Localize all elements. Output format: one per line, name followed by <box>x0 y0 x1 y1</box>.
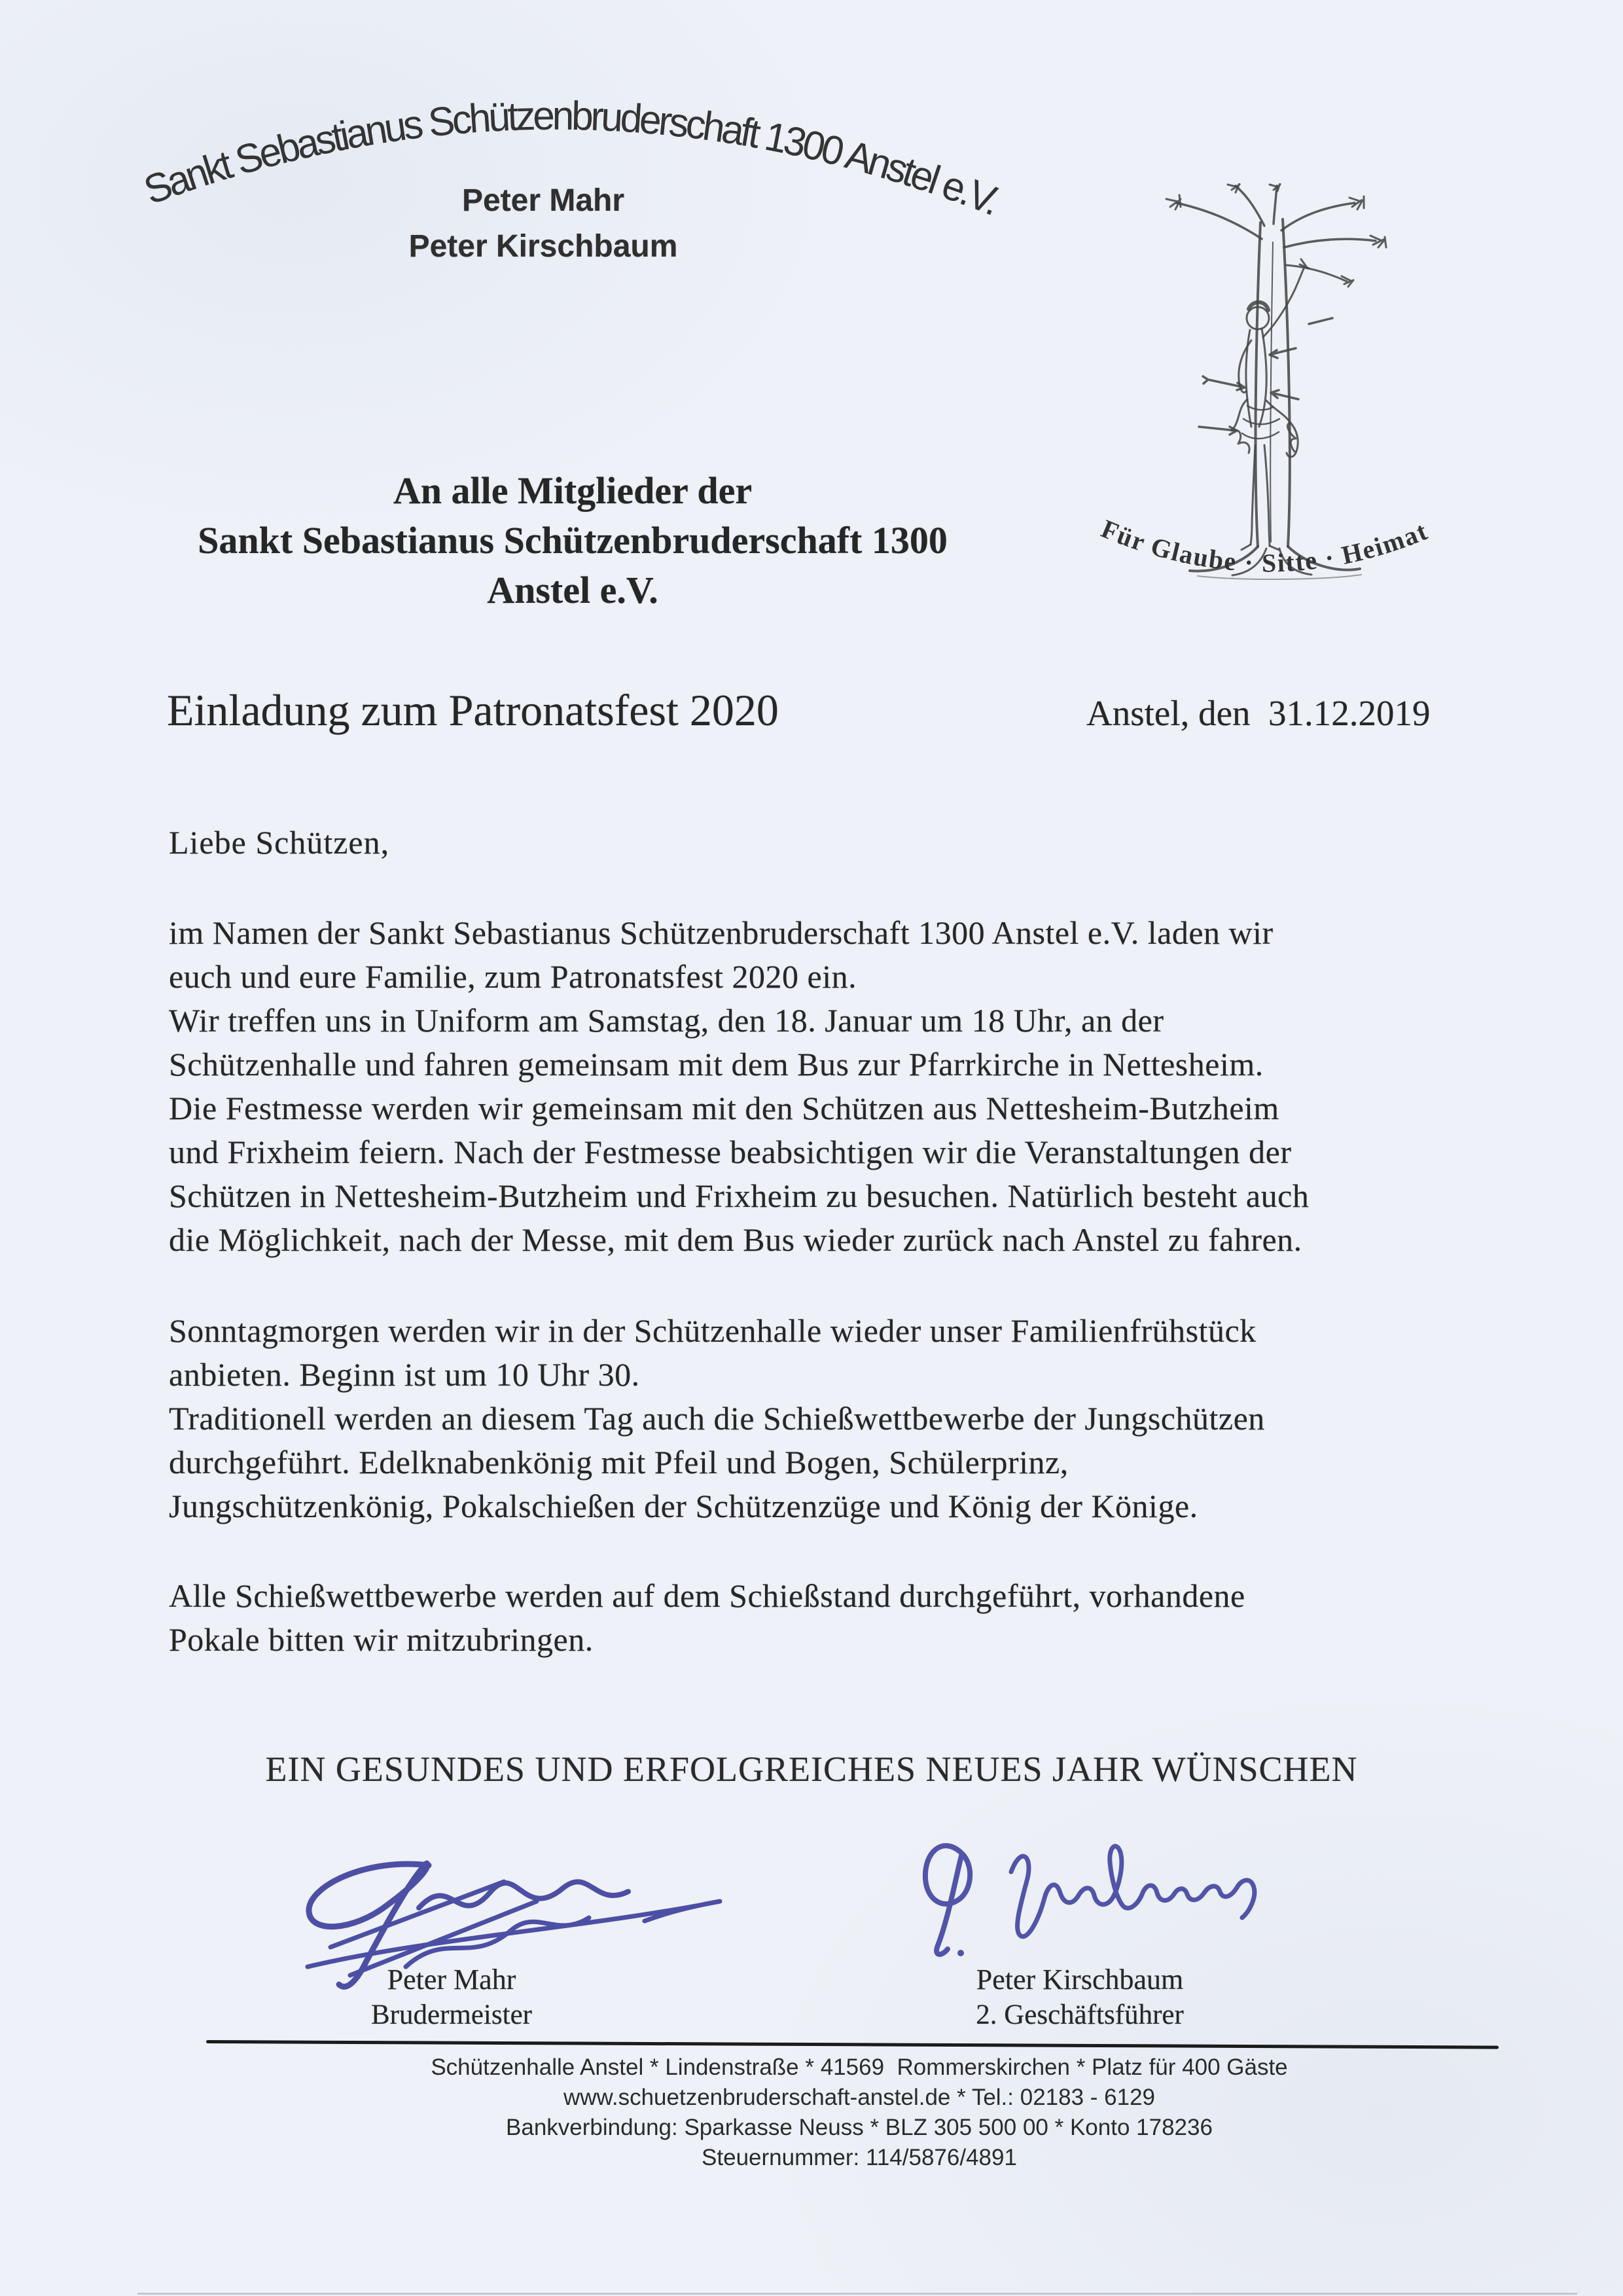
body-line: Sonntagmorgen werden wir in der Schützenhalle wieder unser Familienfrühstück <box>169 1312 1257 1349</box>
scan-edge-artifact <box>137 2293 1577 2295</box>
signer-left-name: Peter Mahr <box>387 1964 516 1996</box>
body-line: und Frixheim feiern. Nach der Festmesse beabsichtigen wir die Veranstaltungen der <box>169 1134 1292 1170</box>
body-paragraph-3 <box>169 1574 1550 1662</box>
body-line: Traditionell werden an diesem Tag auch die Schießwettbewerbe der Jungschützen <box>169 1400 1265 1437</box>
signer-left <box>288 1962 615 2033</box>
letterhead-contact-1: Peter Mahr <box>461 183 625 218</box>
body-line: Schützenhalle und fahren gemeinsam mit dem Bus zur Pfarrkirche in Nettesheim. <box>169 1046 1264 1083</box>
body-line: Wir treffen uns in Uniform am Samstag, den 18. Januar um 18 Uhr, an der <box>169 1002 1164 1039</box>
body-paragraph-1 <box>169 911 1550 1262</box>
signer-right <box>916 1962 1243 2033</box>
saint-sebastian-logo <box>1080 183 1472 609</box>
signer-right-name: Peter Kirschbaum <box>976 1964 1184 1996</box>
footer-block <box>205 2053 1514 2173</box>
dateline: Anstel, den 31.12.2019 <box>1086 693 1431 733</box>
body-line: Jungschützenkönig, Pokalschießen der Schützenzüge und König der Könige. <box>169 1488 1198 1524</box>
recipient-line-3: Anstel e.V. <box>487 569 658 611</box>
signer-left-role: Brudermeister <box>371 2000 532 2030</box>
body-line: anbieten. Beginn ist um 10 Uhr 30. <box>169 1356 640 1393</box>
body-line: die Möglichkeit, nach der Messe, mit dem Bus wieder zurück nach Anstel zu fahren. <box>169 1221 1302 1258</box>
letterhead-contacts <box>249 178 838 270</box>
salutation: Liebe Schützen, <box>169 824 390 861</box>
body-line: Die Festmesse werden wir gemeinsam mit den Schützen aus Nettesheim-Butzheim <box>169 1090 1279 1126</box>
footer-divider <box>206 2040 1499 2049</box>
body-line: Alle Schießwettbewerbe werden auf dem Schießstand durchgeführt, vorhandene <box>169 1577 1245 1614</box>
recipient-line-1: An alle Mitglieder der <box>393 469 753 512</box>
signature-peter-kirschbaum <box>903 1793 1296 1977</box>
signer-right-role: 2. Geschäftsführer <box>976 2000 1184 2030</box>
body-line: im Namen der Sankt Sebastianus Schützenbruderschaft 1300 Anstel e.V. laden wir <box>169 914 1274 951</box>
svg-text:Für Glaube · Sitte · Heimat <box>1097 514 1433 578</box>
body-line: Pokale bitten wir mitzubringen. <box>169 1621 594 1658</box>
letterhead-contact-2: Peter Kirschbaum <box>408 229 678 264</box>
arched-title-text: Sankt Sebastianus Schützenbruderschaft 1300 Anstel e.V. <box>138 93 1005 224</box>
footer-bank: Bankverbindung: Sparkasse Neuss * BLZ 305 500 00 * Konto 178236 <box>506 2115 1213 2140</box>
subject-title: Einladung zum Patronatsfest 2020 <box>167 685 779 735</box>
footer-tax-number: Steuernummer: 114/5876/4891 <box>702 2145 1017 2170</box>
recipient-block <box>151 466 995 615</box>
body-line: durchgeführt. Edelknabenkönig mit Pfeil und Bogen, Schülerprinz, <box>169 1444 1069 1480</box>
body-line: euch und eure Familie, zum Patronatsfest 2020 ein. <box>169 958 857 995</box>
logo-motto-text: Für Glaube · Sitte · Heimat <box>1097 513 1433 578</box>
body-paragraph-2 <box>169 1309 1550 1528</box>
recipient-line-2: Sankt Sebastianus Schützenbruderschaft 1300 <box>198 519 948 562</box>
closing-wish: EIN GESUNDES UND ERFOLGREICHES NEUES JAHR WÜNSCHEN <box>265 1749 1358 1789</box>
tree-drawing <box>1166 183 1386 579</box>
body-line: Schützen in Nettesheim-Butzheim und Frixheim zu besuchen. Natürlich besteht auch <box>169 1177 1310 1214</box>
footer-web-phone: www.schuetzenbruderschaft-anstel.de * Tel.: 02183 - 6129 <box>563 2085 1156 2110</box>
footer-address: Schützenhalle Anstel * Lindenstraße * 41569 Rommerskirchen * Platz für 400 Gäste <box>431 2054 1288 2080</box>
